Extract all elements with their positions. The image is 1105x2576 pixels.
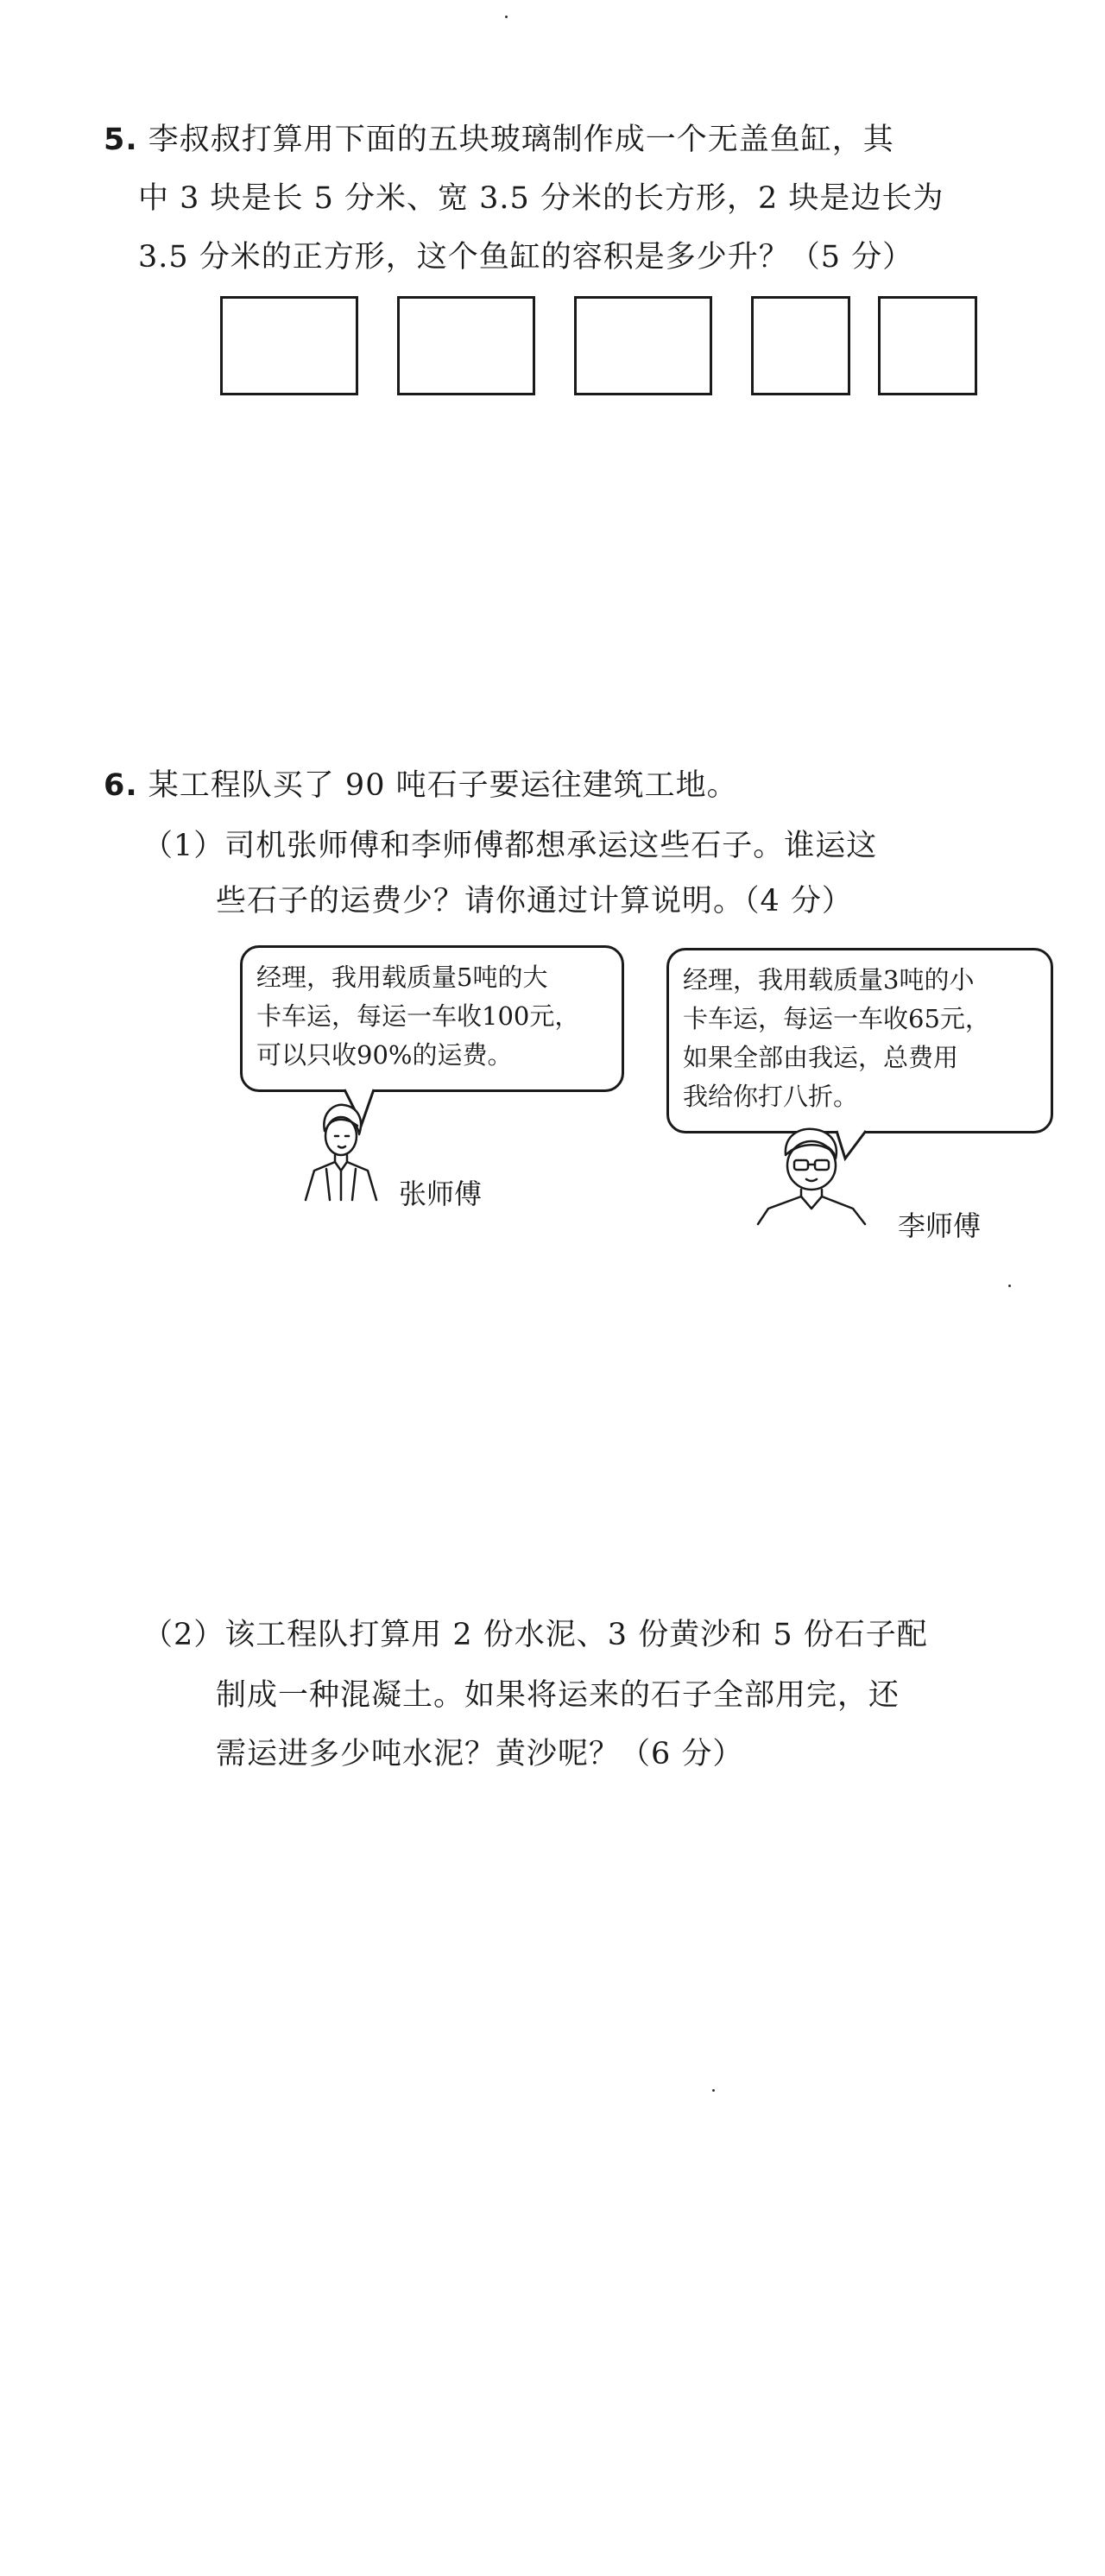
q6-part1-label: （1）: [142, 829, 225, 863]
glass-rectangle-3: [574, 296, 712, 395]
glass-rectangle-2: [397, 296, 535, 395]
zhang-bubble-line-1: 经理，我用载质量5吨的大: [256, 963, 548, 992]
li-bubble-line-4: 我给你打八折。: [683, 1082, 859, 1111]
q5-line-3: 3.5 分米的正方形，这个鱼缸的容积是多少升？（5 分）: [138, 240, 914, 275]
li-bubble-line-2: 卡车运，每运一车收65元，: [683, 1004, 990, 1033]
li-bubble-line-1: 经理，我用载质量3吨的小: [683, 965, 975, 994]
q6-part1-line-2: 些石子的运费少？请你通过计算说明。（4 分）: [216, 884, 853, 919]
q6-part1-text-1: 司机张师傅和李师傅都想承运这些石子。谁运这: [224, 829, 878, 863]
glass-square-2: [878, 296, 977, 395]
q6-intro-text: 某工程队买了 90 吨石子要运往建筑工地。: [148, 768, 738, 803]
q6-part2-line-2: 制成一种混凝土。如果将运来的石子全部用完，还: [216, 1678, 900, 1713]
li-figure-icon: [751, 1122, 872, 1226]
li-speech-bubble: [666, 948, 1053, 1133]
glass-square-1: [751, 296, 850, 395]
q6-part2-line-1: [142, 1614, 928, 1656]
glass-rectangle-1: [220, 296, 358, 395]
q6-part2-line-3: 需运进多少吨水泥？黄沙呢？（6 分）: [216, 1737, 744, 1771]
q5-line-2: 中 3 块是长 5 分米、宽 3.5 分米的长方形，2 块是边长为: [138, 181, 944, 216]
li-name: 李师傅: [898, 1209, 982, 1242]
zhang-name: 张师傅: [399, 1178, 483, 1210]
q6-part1-line-1: [142, 825, 877, 867]
zhang-speech-bubble: [240, 945, 624, 1092]
scan-speck: [712, 2089, 715, 2092]
zhang-bubble-line-2: 卡车运，每运一车收100元，: [256, 1001, 580, 1031]
q6-part2-text-1: 该工程队打算用 2 份水泥、3 份黄沙和 5 份石子配: [224, 1618, 928, 1652]
scan-speck: [1008, 1285, 1011, 1287]
q6-number: 6.: [104, 768, 138, 803]
li-bubble-line-3: 如果全部由我运，总费用: [683, 1043, 959, 1072]
q6-part2-label: （2）: [142, 1618, 225, 1652]
q5-line-1: [104, 119, 894, 161]
q5-text-1: 李叔叔打算用下面的五块玻璃制作成一个无盖鱼缸，其: [148, 123, 894, 157]
zhang-bubble-line-3: 可以只收90%的运费。: [256, 1040, 513, 1070]
q6-line-intro: [104, 765, 738, 806]
q5-number: 5.: [104, 123, 138, 157]
scan-speck: [505, 16, 508, 18]
zhang-figure-icon: [292, 1096, 387, 1204]
